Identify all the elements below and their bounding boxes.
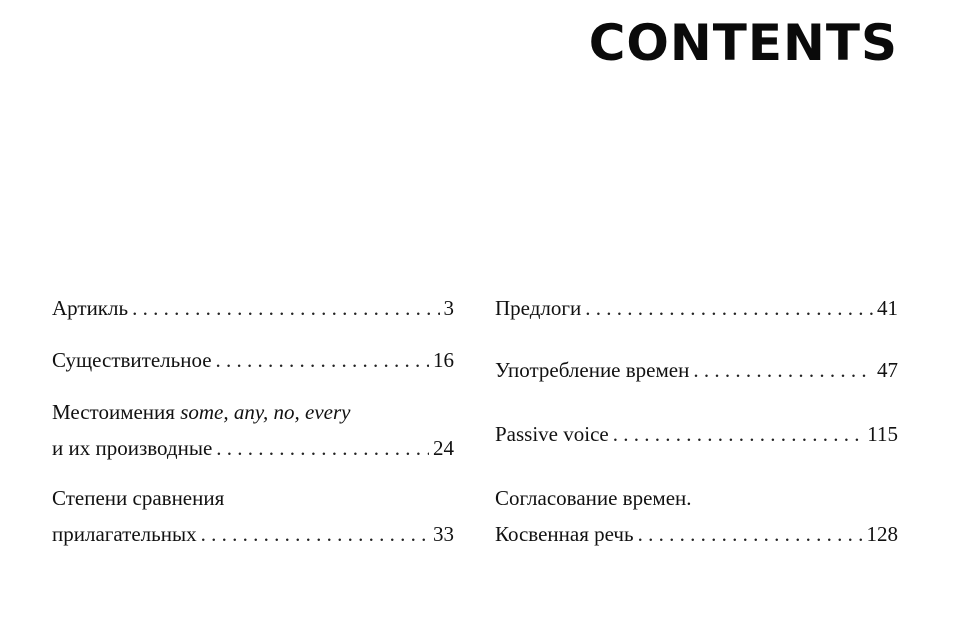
toc-entry-label-prefix: Местоимения — [52, 400, 181, 424]
toc-entry-label: и их производные — [52, 436, 213, 460]
toc-entry-noun[interactable] — [52, 342, 454, 378]
toc-entry-prepositions[interactable] — [495, 290, 898, 326]
leader-dots — [216, 430, 429, 466]
leader-dots — [638, 516, 863, 552]
toc-entry-label: Артикль — [52, 296, 129, 320]
toc-entry-passive-voice[interactable] — [495, 416, 898, 452]
leader-dots — [216, 342, 429, 378]
toc-entry-label-line1: Степени сравнения — [52, 486, 225, 510]
toc-entry-pronouns[interactable] — [52, 394, 454, 466]
toc-entry-page: 33 — [433, 522, 454, 546]
toc-entry-page: 24 — [433, 436, 454, 460]
toc-entry-page: 128 — [866, 522, 898, 546]
toc-entry-page: 3 — [443, 296, 454, 320]
toc-entry-page: 41 — [877, 296, 898, 320]
toc-entry-article[interactable] — [52, 290, 454, 326]
toc-entry-label-line1 — [52, 394, 350, 430]
leader-dots — [613, 416, 864, 452]
toc-entry-label: Passive voice — [495, 422, 609, 446]
toc-entry-label-italic: some, any, no, every — [180, 400, 351, 424]
leader-dots — [585, 290, 873, 326]
toc-entry-tenses[interactable] — [495, 352, 898, 388]
toc-entry-label: Существительное — [52, 348, 212, 372]
contents-heading: CONTENTS — [588, 14, 898, 72]
toc-entry-label: прилагательных — [52, 522, 197, 546]
toc-entry-label: Косвенная речь — [495, 522, 634, 546]
toc-entry-adjectives[interactable] — [52, 480, 454, 552]
leader-dots — [693, 352, 873, 388]
toc-entry-page: 115 — [867, 422, 898, 446]
toc-entry-label: Употребление времен — [495, 358, 690, 382]
leader-dots — [201, 516, 429, 552]
toc-entry-reported-speech[interactable] — [495, 480, 898, 552]
leader-dots — [132, 290, 439, 326]
toc-entry-page: 47 — [877, 358, 898, 382]
toc-entry-page: 16 — [433, 348, 454, 372]
toc-entry-label-line1: Согласование времен. — [495, 486, 692, 510]
toc-entry-label: Предлоги — [495, 296, 582, 320]
